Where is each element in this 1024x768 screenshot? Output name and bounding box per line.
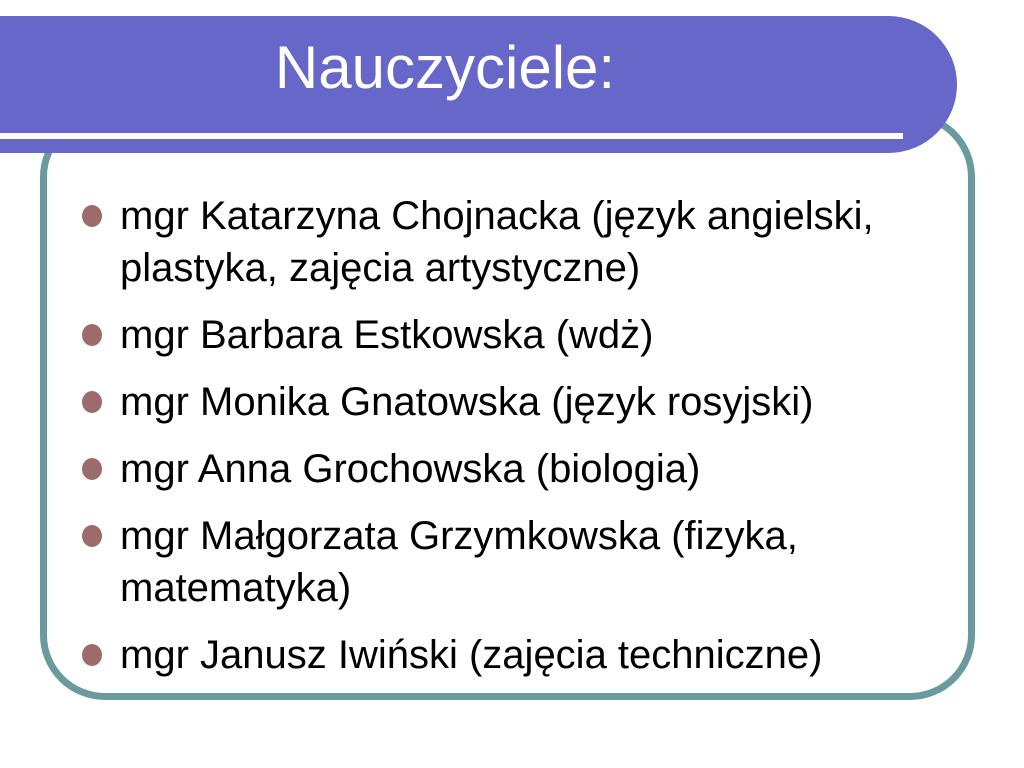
bullet-icon xyxy=(82,458,102,480)
list-item xyxy=(82,510,950,614)
bullet-icon xyxy=(82,644,102,666)
list-item-text: mgr Katarzyna Chojnacka (język angielski, plastyka, zajęcia artystyczne) xyxy=(120,194,874,290)
bullet-icon xyxy=(82,324,102,346)
title-underline xyxy=(0,133,903,139)
list-item xyxy=(82,190,950,294)
list-item xyxy=(82,309,950,361)
list-item-text: mgr Monika Gnatowska (język rosyjski) xyxy=(120,380,814,424)
page-title: Nauczyciele: xyxy=(274,34,616,101)
title-banner xyxy=(0,16,957,153)
list-item xyxy=(82,629,950,681)
list-item-text: mgr Anna Grochowska (biologia) xyxy=(120,447,701,491)
list-item-text: mgr Małgorzata Grzymkowska (fizyka, matematyka) xyxy=(120,514,798,610)
list-item xyxy=(82,376,950,428)
list-item-text: mgr Janusz Iwiński (zajęcia techniczne) xyxy=(120,633,823,677)
bullet-icon xyxy=(82,205,102,227)
bullet-icon xyxy=(82,391,102,413)
list-item xyxy=(82,443,950,495)
bullet-icon xyxy=(82,525,102,547)
teacher-list xyxy=(82,190,950,696)
list-item-text: mgr Barbara Estkowska (wdż) xyxy=(120,313,654,357)
